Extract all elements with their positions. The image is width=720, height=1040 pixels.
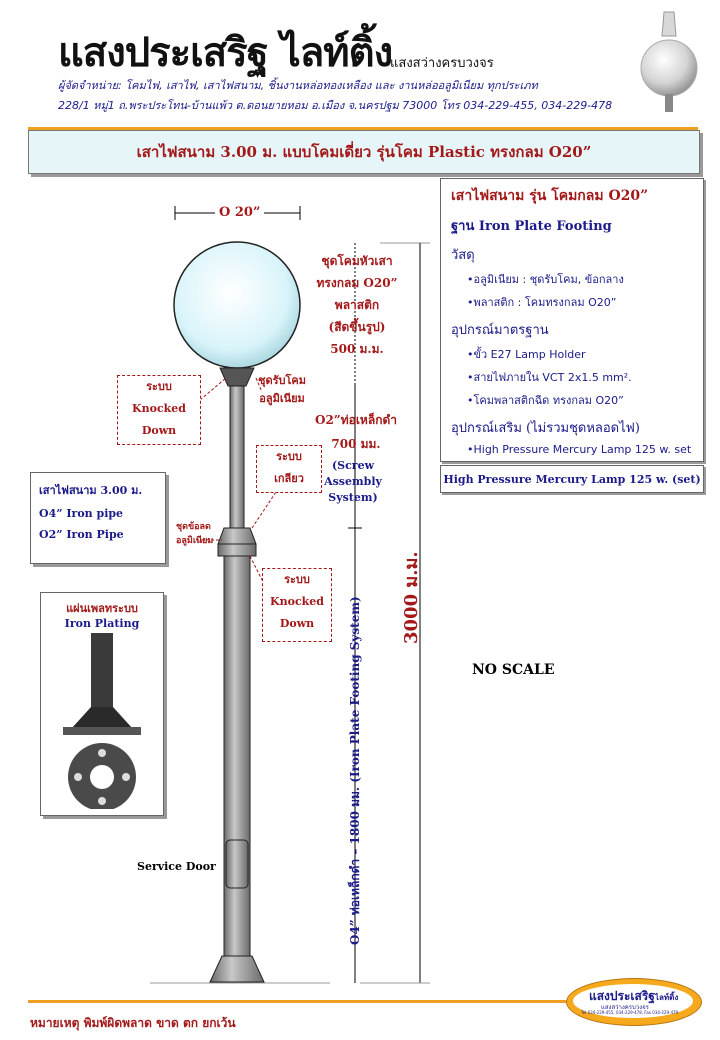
- lower-pipe-label: O4” ท่อเหล็กดำ – 1800 มม. (Iron Plate Footing System): [348, 596, 362, 945]
- logo-tagline: แสงสว่างครบวงจร: [601, 1004, 649, 1011]
- lamp-holder: [220, 368, 254, 386]
- left-box-pipe1: O4” Iron pipe: [39, 507, 124, 520]
- knocked-down-box-upper: [117, 375, 201, 445]
- spec-optional-item: •High Pressure Mercury Lamp 125 w. set: [467, 443, 692, 456]
- spec-material-item: •พลาสติก : โคมทรงกลม O20”: [467, 296, 617, 309]
- kd-lower-1: ระบบ: [284, 573, 310, 586]
- left-box-title: เสาไฟสนาม 3.00 ม.: [39, 484, 143, 497]
- kd-lower-3: Down: [279, 617, 315, 630]
- screw-box-2: เกลียว: [274, 472, 304, 485]
- logo-contact: Tel 034-229-455, 034-229-478, Fax 034-229-479: [581, 1010, 679, 1015]
- brand-name: แสงประเสริฐ ไลท์ติ้ง: [58, 30, 393, 76]
- spec-base: ฐาน Iron Plate Footing: [451, 219, 612, 234]
- globe-label-4: (สีดขึ้นรูป): [328, 320, 386, 334]
- left-box-pipe2: O2” Iron Pipe: [39, 528, 124, 541]
- footer-note: หมายเหตุ พิมพ์ผิดพลาด ขาด ตก ยกเว้น: [30, 1016, 236, 1030]
- upper-pipe-text: O2”ท่อเหล็กดำ: [315, 413, 397, 427]
- total-height-label: 3000 ม.ม.: [401, 551, 422, 644]
- no-scale-label: NO SCALE: [472, 662, 555, 678]
- screw-box-1: ระบบ: [276, 450, 302, 463]
- reducer-joint: [218, 544, 256, 556]
- spec-standard-item: •สายไฟภายใน VCT 2x1.5 mm².: [467, 371, 632, 384]
- upper-pipe-dimension: 700 มม.: [331, 437, 381, 451]
- plate-label-en: Iron Plating: [64, 617, 140, 630]
- page-title: เสาไฟสนาม 3.00 ม. แบบโคมเดี่ยว รุ่นโคม Plastic ทรงกลม O20”: [28, 130, 700, 174]
- holder-label-1: ชุดรับโคม: [258, 374, 307, 387]
- spec-standard-item: •โคมพลาสติกฉีด ทรงกลม O20”: [467, 394, 624, 407]
- globe-label-3: พลาสติก: [334, 298, 380, 312]
- diameter-label: O 20”: [215, 205, 264, 220]
- joint-label-1: ชุดข้อลด: [176, 522, 211, 532]
- knocked-down-box-lower: [262, 568, 332, 642]
- kd-lower-2: Knocked: [270, 595, 324, 608]
- footer-logo: [566, 978, 702, 1026]
- holder-label-2: อลูมิเนียม: [259, 392, 305, 405]
- spec-optional-heading: อุปกรณ์เสริม (ไม่รวมชุดหลอดไฟ): [451, 421, 640, 436]
- logo-brand: แสงประเสริฐ: [589, 989, 655, 1003]
- globe-label-1: ชุดโคมหัวเสา: [321, 254, 393, 268]
- kd-upper-3: Down: [141, 424, 177, 437]
- base-plate: [210, 956, 264, 982]
- service-door-label: Service Door: [137, 860, 216, 873]
- service-door: [226, 840, 248, 888]
- upper-pipe: [230, 386, 244, 528]
- spec-standard-item: •ขั้ว E27 Lamp Holder: [467, 348, 586, 361]
- spec-standard-heading: อุปกรณ์มาตรฐาน: [451, 323, 549, 338]
- brand-slogan: แสงสว่างครบวงจร: [390, 56, 494, 71]
- holder-label: [258, 372, 306, 408]
- joint-label-2: อลูมิเนียม: [176, 536, 214, 546]
- footer-divider: [28, 1000, 568, 1003]
- globe-dimension: 500 ม.ม.: [330, 342, 384, 356]
- spec-material-heading: วัสดุ: [451, 248, 475, 263]
- lamp-set-box: High Pressure Mercury Lamp 125 w. (set): [440, 465, 704, 493]
- spec-heading: เสาไฟสนาม รุ่น โคมกลม O20”: [451, 188, 649, 204]
- header-distributor-line: ผู้จัดจำหน่าย: โคมไฟ, เสาไฟ, เสาไฟสนาม, ชิ้นงานหล่อทองเหลือง และ งานหล่ออลูมิเนียม ทุกประเภท: [58, 79, 538, 92]
- plate-label-thai: แผ่นเพลทระบบ: [66, 602, 138, 615]
- lower-pipe: [224, 556, 250, 956]
- logo-sub: ไลท์ติ้ง: [654, 993, 679, 1002]
- screw-system-label: (Screw Assembly System): [324, 459, 382, 504]
- joint-label: [176, 520, 213, 548]
- globe-label-2: ทรงกลม O20”: [316, 276, 398, 290]
- header-address-line: 228/1 หมู่1 ถ.พระประโทน-บ้านแพ้ว ต.ดอนยายหอม อ.เมือง จ.นครปฐม 73000 โทร 034-229-455, 034-229-478: [58, 99, 613, 112]
- globe-lamp: [174, 242, 300, 368]
- screw-box: [256, 445, 322, 493]
- kd-upper-2: Knocked: [132, 402, 186, 415]
- spec-material-item: •อลูมิเนียม : ชุดรับโคม, ข้อกลาง: [467, 273, 624, 286]
- globe-description: [302, 250, 412, 360]
- kd-upper-1: ระบบ: [146, 380, 172, 393]
